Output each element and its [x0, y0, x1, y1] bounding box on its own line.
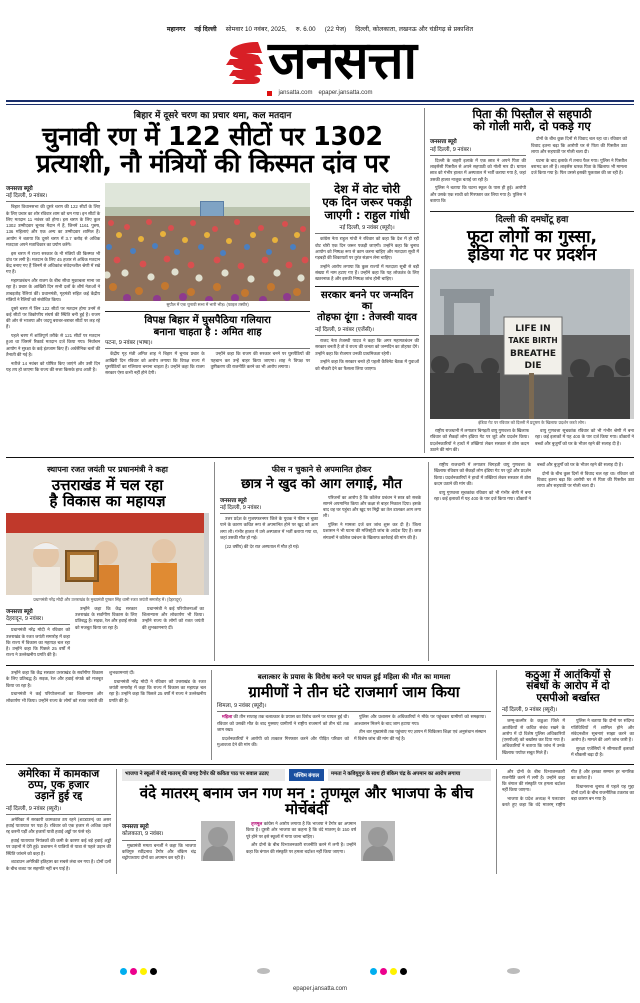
uttarakhand-kicker: स्थापना रजत जयंती पर प्रधानमंत्री ने कहा [47, 465, 168, 474]
lead-byline-name: जनसत्ता ब्यूरो [6, 185, 33, 192]
bottom-zone [6, 769, 634, 875]
lead-para: बिहार विधानसभा की दूसरे चरण की 122 सीटों के लिए के लिए प्रचार का शोर रविवार शाम को थम गया। इन सीटों के लिए मतदान 11 नवंबर को होगा। इस चरण के लिए कुल 1302 उम्मीदवार चुनाव मैदान में हैं, जिनमें 1161 पुरुष, 136 महिलाएं और एक अन्य का उम्मीदवार शामिल हैं। आयोग ने बताया कि दूसरे चरण में 3.7 करोड़ से अधिक मतदाता अपने मताधिकार का प्रयोग करेंगे। [6, 204, 101, 247]
uttarakhand-body-1 [6, 627, 70, 658]
shah-byline: पटना, 9 नवंबर (भाषा)। [105, 340, 153, 347]
bengal-lead-tag: तृणमूल [251, 821, 263, 827]
bengal-cont-para: भाजपा के प्रदेश अध्यक्ष ने पलटवार करते हुए कहा कि वंदे मातरम् राष्ट्रीय गीत है और इसका सम्मान हर नागरिक का कर्तव्य है। [502, 768, 634, 808]
mid-extra-para: दोनों के बीच कुछ दिनों से विवाद चल रहा था। रविवार को विवाद इतना बढ़ा कि आरोपी घर से पिता की पिस्तौल उठा लाया और सहपाठी पर गोली चला दी। [537, 470, 634, 489]
lead-headline-line2[interactable]: प्रत्याशी, नौ मंत्रियों की किस्मत दांव पर [36, 149, 389, 180]
uttarakhand-byline-rule [6, 624, 70, 625]
india-gate-protest-photo [430, 269, 634, 419]
svg-text:BREATHE: BREATHE [509, 348, 557, 359]
uttarakhand-headline-line2[interactable]: है विकास का महायज्ञ [49, 492, 166, 511]
student-kicker: फीस न चुकाने से अपमानित होकर [271, 465, 372, 474]
america-para: शटडाउन अमेरिकी इतिहास का सबसे लंबा बन गया है। दोनों दलों के बीच बजट पर सहमति नहीं बन पाई है। [6, 859, 111, 871]
uttarakhand-body-2 [75, 606, 137, 631]
bengal-cont-para: और दोनों के बीच विभाजनकारी राजनीति करने में लगी है। उन्होंने कहा कि बंगाल की संस्कृति पर हमला बर्दाश्त नहीं किया जाएगा। [502, 768, 565, 793]
lead-story [6, 108, 424, 454]
kathua-body [502, 718, 634, 759]
kathua-story [496, 670, 634, 760]
bengal-cont-para: विधानसभा चुनाव से पहले यह मुद्दा दोनों दलों के बीच राजनीतिक टकराव का बड़ा कारण बन गया है। [571, 783, 634, 802]
lead-para: इस चरण में राज्य सरकार के नौ मंत्रियों की किस्मत भी दांव पर लगी है। मतदान के लिए 45 हजार से अधिक मतदान केंद्र बनाए गए हैं जिनमें से अधिकांश संवेदनशील श्रेणी में रखे गए हैं। [6, 250, 101, 275]
epaper-link[interactable]: epaper.jansatta.com [318, 90, 373, 96]
page-footer [0, 961, 640, 1003]
america-byline-rule [6, 814, 111, 815]
masthead-title: जनसत्ता [268, 31, 416, 91]
masthead-logo-row [6, 31, 634, 91]
rahul-para: उन्होंने आरोप लगाया कि कुछ राज्यों में मतदाता सूची से बड़ी संख्या में नाम हटाए गए हैं। उन्होंने कहा कि यह लोकतंत्र के लिए खतरनाक है और इसकी निष्पक्ष जांच होनी चाहिए। [315, 263, 419, 282]
pistol-para: घटना के बाद इलाके में तनाव फैल गया। पुलिस ने पिस्तौल बरामद कर ली है। लाइसेंस धारक पिता के खिलाफ भी मामला दर्ज किया गया है। फिर उससे इसकी पूछताछ की जा रही है। [531, 157, 627, 175]
highway-headline[interactable]: ग्रामीणों ने तीन घंटे राजमार्ग जाम किया [248, 682, 460, 701]
mid-extra-para: राष्ट्रीय राजधानी में लगातार बिगड़ती वायु गुणवत्ता के खिलाफ रविवार को सैकड़ों लोग इंडिया गेट पर जुटे और प्रदर्शन किया। प्रदर्शनकारियों ने हाथों में तख्तियां लेकर सरकार से ठोस कदम उठाने की मांग की। [434, 462, 531, 486]
svg-text:DIE: DIE [524, 360, 542, 371]
highway-para: तीन बार मुख्यमंत्री तक पहुंचाए गए ज्ञापन में चिकित्सा शिक्षा एवं अनुसंधान संस्थान में विशेष जांच की मांग की गई है। [354, 729, 486, 741]
lead-side-col [315, 183, 419, 377]
america-byline: नई दिल्ली, 9 नवंबर (ब्यूरो)। [6, 805, 62, 812]
uttarakhand-byline-name: जनसत्ता ब्यूरो [6, 608, 33, 615]
highway-byline: शिमला, 9 नवंबर (ब्यूरो)। [217, 703, 267, 710]
mid-zone [6, 462, 634, 661]
rahul-body [315, 236, 419, 282]
pistol-headline-line2[interactable]: को गोली मारी, दो पकड़े गए [473, 119, 591, 134]
masthead-meta-line [6, 0, 634, 33]
bengal-para-text: कांग्रेस ने आरोप लगाया है कि भाजपा ने टैगोर का अपमान किया है। दूसरी ओर भाजपा का कहना है कि वंदे मातरम् के 150 वर्ष पूरे होने पर इसे स्कूलों में गाया जाना चाहिए। [246, 821, 356, 839]
student-byline-name: जनसत्ता ब्यूरो [220, 497, 247, 504]
yellow-dot-icon [140, 968, 147, 975]
cmyk-dots-left [120, 968, 157, 975]
pistol-para: पुलिस ने बताया कि घटना स्कूल के पास ही हुई। आरोपी और उसके एक साथी को गिरफ्तार कर लिया गया है। पुलिस ने बताया कि [430, 185, 526, 203]
bengal-para: मुख्यमंत्री ममता बनर्जी ने कहा कि भाजपा कविगुरु रवींद्रनाथ टैगोर और बंकिम चंद्र चट्टोपाध्याय दोनों का अपमान कर रही है। [122, 842, 196, 861]
student-byline [220, 498, 318, 513]
pistol-col-right [531, 136, 627, 206]
student-story [214, 462, 428, 661]
kathua-headline-line1[interactable]: कठुआ में आतंकियों से [525, 669, 611, 682]
cyan-dot-icon [120, 968, 127, 975]
masthead-site-row [6, 90, 634, 96]
pistol-byline-place: नई दिल्ली, 9 नवंबर। [430, 146, 472, 153]
pistol-body-row [430, 136, 634, 206]
uttarakhand-cont-para: प्रधानमंत्री ने कई परियोजनाओं का शिलान्यास और लोकार्पण भी किया। उन्होंने राज्य के लोगों को रजत जयंती की शुभकामनाएं दीं। [6, 670, 135, 703]
delhi-air-body [430, 428, 634, 453]
highway-col1 [217, 714, 349, 750]
student-para: पुलिस ने मामला दर्ज कर जांच शुरू कर दी है। जिला प्रशासन ने भी घटना की मजिस्ट्रेटी जांच के आदेश दिए हैं। छात्र संगठनों ने कॉलेज प्रबंधन के खिलाफ कार्रवाई की मांग की है। [323, 522, 421, 540]
registration-marks-row [0, 961, 640, 981]
tejashwi-byline: नई दिल्ली, 9 नवंबर (एजेंसी)। [315, 326, 375, 333]
lead-para: दूसरे चरण में जिन 122 सीटों पर मतदान होगा उनमें से कई सीटों पर त्रिकोणीय संघर्ष की स्थिति बनी हुई है। राजग की ओर से भाजपा और जदयू बराबर-बराबर सीटों पर लड़ रहे हैं। [6, 305, 101, 330]
bengal-tag-left: भाजपा ने स्कूलों में वंदे मातरम् की जगह टैगोर की कविता पाठ पर सवाल उठाए [122, 769, 285, 781]
black-dot-icon [400, 968, 407, 975]
lead-para: नतीजे 14 नवंबर को घोषित किए जाएंगे और उसी दिन यह तय हो जाएगा कि राज्य की सत्ता किसके हाथ आती है। [6, 360, 101, 372]
america-body [6, 817, 111, 872]
student-byline-place: नई दिल्ली, 9 नवंबर। [220, 504, 262, 511]
rally-crowd-photo [105, 183, 310, 301]
pistol-para: दोनों के बीच कुछ दिनों से विवाद चल रहा था। रविवार को विवाद इतना बढ़ा कि आरोपी घर से पिता की पिस्तौल उठा लाया और सहपाठी पर गोली चला दी। [531, 136, 627, 154]
uttarakhand-body-3 [142, 606, 204, 631]
jansatta-flame-icon [224, 38, 266, 84]
footer-epaper-url[interactable]: epaper.jansatta.com [292, 986, 348, 992]
website-link[interactable]: jansatta.com [278, 90, 313, 96]
bengal-face-right [361, 821, 401, 864]
bengal-body-c1 [246, 821, 356, 855]
pistol-byline-rule [430, 155, 526, 156]
mid-extra-para: वायु गुणवत्ता सूचकांक रविवार को भी गंभीर श्रेणी में बना रहा। कई इलाकों में यह 400 के पार दर्ज किया गया। डॉक्टरों ने बच्चों और बुजुर्गों को घर के भीतर रहने की सलाह दी है। [434, 462, 623, 501]
lead-para: पहले चरण में शांतिपूर्ण तरीके से 121 सीटों पर मतदान हुआ था जिसमें रिकार्ड मतदान दर्ज किया गया। निर्वाचन आयोग ने सुरक्षा के कड़े इंतजाम किए हैं। अर्धसैनिक बलों की तैनाती की गई है। [6, 333, 101, 357]
student-col-left [220, 495, 318, 553]
cyan-dot-icon [370, 968, 377, 975]
shah-rule [105, 311, 310, 312]
cmyk-dots-right [370, 968, 407, 975]
pistol-col-left [430, 136, 526, 206]
uttarakhand-para: प्रधानमंत्री ने कई परियोजनाओं का शिलान्यास और लोकार्पण भी किया। उन्होंने राज्य के लोगों को रजत जयंती की शुभकामनाएं दीं। [142, 605, 204, 630]
bengal-byline-col [122, 821, 196, 864]
delhi-air-headline-line1[interactable]: फूटा लोगों का गुस्सा, [467, 226, 597, 247]
bengal-col-mid [246, 821, 356, 864]
yellow-dot-icon [390, 968, 397, 975]
uttarakhand-para: प्रधानमंत्री नरेंद्र मोदी ने रविवार को उत्तराखंड के रजत जयंती समारोह में कहा कि राज्य में विकास का महायज्ञ चल रहा है। उन्होंने कहा कि पिछले 25 वर्षों में राज्य ने उल्लेखनीय प्रगति की है। [6, 627, 70, 658]
highway-body-c2 [354, 714, 486, 742]
highway-para: प्रदर्शनकारियों ने आरोपी को तत्काल गिरफ्तार करने और पीड़ित परिवार को मुआवजा देने की मांग की। [217, 735, 349, 747]
highway-para-text: की तीन सप्ताह तक बलात्कार के प्रयास का विरोध करने पर घायल हुई थी। रविवार को उसकी मौत के बाद गुस्साए ग्रामीणों ने राष्ट्रीय राजमार्ग को तीन घंटे तक जाम रखा। [217, 714, 349, 732]
lead-kicker: बिहार में दूसरे चरण का प्रचार थमा, कल मतदान [133, 110, 292, 121]
bengal-tag-strip [122, 769, 491, 781]
shah-para: उन्होंने कहा कि राजग की सरकार बनने पर घुसपैठियों की पहचान कर उन्हें बाहर किया जाएगा। शाह ने विपक्ष पर तुष्टीकरण की राजनीति करने का भी आरोप लगाया। [210, 351, 311, 369]
tejashwi-para: राजद नेता तेजस्वी यादव ने कहा कि अगर महागठबंधन की सरकार बनती है तो वे राज्य की जनता को जन्मदिन का तोहफा देंगे। उन्होंने कहा कि रोजगार उनकी प्राथमिकता रहेगी। [315, 338, 419, 356]
rahul-byline: नई दिल्ली, 9 नवंबर (ब्यूरो)। [339, 225, 395, 232]
delhi-air-photo-caption: इंडिया गेट पर रविवार को दिल्ली में प्रदूषण के खिलाफ प्रदर्शन करते लोग। [478, 420, 586, 425]
tejashwi-para: उन्होंने कहा कि सरकार बनते ही पहली कैबिनेट बैठक में युवाओं को नौकरी देने का फैसला लिया जाएगा। [315, 359, 419, 371]
bengal-byline [122, 824, 196, 839]
shah-para: केंद्रीय गृह मंत्री अमित शाह ने बिहार में चुनाव प्रचार के आखिरी दिन रविवार को आरोप लगाया कि विपक्ष राज्य में घुसपैठियों का गलियारा बनाना चाहता है। उन्होंने कहा कि राजग सरकार ऐसा कभी नहीं होने देगी। [105, 351, 205, 376]
highway-byline-rule [217, 711, 491, 712]
rahul-byline-rule [315, 233, 419, 234]
student-para: परिजनों का आरोप है कि कॉलेज प्रबंधन ने छात्र को सबके सामने अपमानित किया और कक्षा से बाहर निकाल दिया। इसके बाद वह घर पहुंचा और खुद पर मिट्टी का तेल डालकर आग लगा ली। [323, 494, 421, 519]
masthead-rule-thick [6, 100, 634, 102]
america-headline-line2[interactable]: ठप्प, एक हजार [28, 778, 89, 791]
uttarakhand-photo-caption: प्रधानमंत्री नरेंद्र मोदी और उत्तराखंड के मुख्यमंत्री पुष्कर सिंह धामी रजत जयंती समारोह में। (देहरादून) [33, 596, 182, 602]
lead-byline-place: नई दिल्ली, 9 नवंबर। [6, 193, 48, 200]
lead-middle-row [6, 183, 419, 377]
bengal-cont-body [502, 769, 634, 809]
student-headline[interactable]: छात्र ने खुद को आग लगाई, मौत [241, 476, 402, 492]
pm-uttarakhand-photo [6, 513, 209, 595]
bengal-body-row [122, 821, 491, 864]
highway-body-row [217, 714, 491, 750]
student-body-left [220, 516, 318, 550]
highway-lead-tag: महिला [222, 714, 233, 720]
svg-text:LIFE IN: LIFE IN [515, 323, 551, 334]
student-para: उत्तर प्रदेश के मुजफ्फरनगर जिले के युवक ने फीस न चुका पाने के कारण कथित रूप से अपमानित होने पर खुद को आग लगा ली। गंभीर हालत में उसे अस्पताल में भर्ती कराया गया था, जहां उसकी मौत हो गई। [220, 516, 318, 540]
bengal-face-left [201, 821, 241, 864]
america-para: हवाई यातायात नियंत्रकों की कमी के कारण कई बड़े हवाई अड्डों पर उड़ानों में देरी हुई। प्रशासन ने यात्रियों से यात्रा से पहले उड़ान की स्थिति जांचने को कहा है। [6, 838, 111, 856]
uttarakhand-story [6, 462, 214, 661]
student-byline-rule [220, 513, 318, 514]
page-count: (22 पेज) [324, 26, 347, 33]
right-rail [424, 108, 634, 454]
student-col-right [323, 495, 421, 553]
pistol-body-left [430, 158, 526, 204]
student-body-row [220, 495, 423, 553]
uttarakhand-cont-para: उन्होंने कहा कि केंद्र सरकार उत्तराखंड के सर्वांगीण विकास के लिए प्रतिबद्ध है। सड़क, रेल और हवाई संपर्क को मजबूत किया जा रहा है। [6, 670, 103, 688]
bengal-tag-right: ममता ने कवियुगुरु के साथ ही बंकिम चंद्र के अपमान का आरोप लगाया [328, 769, 491, 781]
tejashwi-body [315, 338, 419, 372]
pistol-headline-line1[interactable]: पिता की पिस्तौल से सहपाठी [472, 106, 592, 121]
kathua-headline-line3[interactable]: एसपीओ बर्खास्त [536, 691, 600, 704]
published-from: दिल्ली, कोलकाता, लखनऊ और चंडीगढ़ से प्रकाशित [355, 26, 474, 33]
delhi-air-headline-line2[interactable]: इंडिया गेट पर प्रदर्शन [467, 245, 597, 266]
masthead [6, 0, 634, 105]
kathua-para: पुलिस ने बताया कि दोनों पर संदिग्ध गतिविधियों में शामिल होने और संवेदनशील सूचनाएं साझा करने का आरोप है। मामले की आगे जांच जारी है। [571, 718, 634, 743]
lead-text-col [6, 183, 100, 377]
cover-price: रु. 6.00 [295, 26, 316, 33]
mid-zone-rule [6, 457, 634, 458]
bengal-continuation [496, 769, 634, 875]
rahul-headline-line1[interactable]: देश में वोट चोरी [334, 181, 401, 196]
rahul-headline-line2[interactable]: एक दिन जरूर पकड़ी [322, 194, 412, 209]
lead-photo-col [105, 183, 310, 377]
lead-body [6, 204, 100, 373]
highway-body-c1 [217, 714, 349, 748]
lead-headline-line1[interactable]: चुनावी रण में 122 सीटों पर 1302 [42, 121, 383, 152]
shah-headline-line2[interactable]: बनाना चाहता है : अमित शाह [153, 326, 262, 338]
kathua-byline: नई दिल्ली, 9 नवंबर (ब्यूरो)। [502, 707, 558, 714]
shah-headline-line1[interactable]: विपक्ष बिहार में घुसपैठिया गलियारा [144, 315, 271, 327]
jansatta-square-icon [267, 91, 272, 96]
registration-blob-icon [257, 968, 270, 974]
uttarakhand-body-row [6, 606, 209, 661]
kathua-para: जम्मू-कश्मीर के कठुआ जिले में आतंकियों से कथित संबंध रखने के आरोप में दो विशेष पुलिस अधिकारियों (एसपीओ) को बर्खास्त कर दिया गया है। अधिकारियों ने बताया कि जांच में उनके खिलाफ पर्याप्त सबूत मिले हैं। [502, 718, 565, 755]
low-zone-rule [6, 665, 634, 666]
lead-byline [6, 186, 100, 201]
svg-text:TAKE BIRTH: TAKE BIRTH [508, 335, 558, 345]
rahul-headline-line3[interactable]: जाएगी : राहुल गांधी [324, 208, 410, 223]
low-zone [6, 670, 634, 760]
uttarakhand-byline-place: देहरादून, 9 नवंबर। [6, 616, 44, 623]
registration-blob-icon [507, 968, 520, 974]
shah-byline-rule [105, 348, 310, 349]
rahul-para: कांग्रेस नेता राहुल गांधी ने रविवार को कहा कि देश में हो रही वोट चोरी एक दिन जरूर पकड़ी जाएगी। उन्होंने कहा कि चुनाव आयोग को निष्पक्ष रूप से काम करना चाहिए और मतदाता सूची में गड़बड़ी की शिकायतों पर तुरंत संज्ञान लेना चाहिए। [315, 236, 419, 261]
uttarakhand-byline-col [6, 606, 70, 661]
bengal-state-badge: पश्चिम बंगाल [289, 769, 324, 781]
uttarakhand-cont-para: प्रधानमंत्री नरेंद्र मोदी ने रविवार को उत्तराखंड के रजत जयंती समारोह में कहा कि राज्य में विकास का महायज्ञ चल रहा है। उन्होंने कहा कि पिछले 25 वर्षों में राज्य ने उल्लेखनीय प्रगति की है। [109, 678, 206, 703]
america-headline-line3[interactable]: उड़ानें हुई रद्द [34, 790, 83, 803]
politician-portrait-right [361, 821, 395, 861]
bengal-byline-place: कोलकाता, 9 नवंबर। [122, 831, 164, 838]
shah-body [105, 351, 310, 376]
kathua-byline-rule [502, 715, 634, 716]
tejashwi-headline-line2[interactable]: तोहफा दूंगा : तेजस्वी यादव [317, 312, 417, 324]
kathua-headline-line2[interactable]: संबंधों के आरोप में दो [526, 680, 610, 693]
tejashwi-byline-rule [315, 335, 419, 336]
mid-extra-col [428, 462, 634, 661]
delhi-air-kicker: दिल्ली की दमघोंटू हवा [495, 214, 569, 225]
bengal-byline-name: जनसत्ता ब्यूरो [122, 824, 149, 831]
highway-para [217, 714, 349, 733]
america-para: अमेरिका में सरकारी कामकाज ठप रहने (शटडाउन) का असर हवाई यातायात पर पड़ा है। रविवार को एक हजार से अधिक उड़ानें रद्द करनी पड़ीं और हजारों यात्री हवाई अड्डों पर फंसे रहे। [6, 816, 111, 835]
student-body-right [323, 495, 421, 541]
lead-photo-caption: सुपौल में एक चुनावी सभा में भारी भीड़। (फाइल तस्वीर) [166, 302, 249, 308]
highway-para: पुलिस और प्रशासन के अधिकारियों ने मौके पर पहुंचकर ग्रामीणों को समझाया। आश्वासन मिलने के बाद जाम हटाया गया। [354, 714, 486, 726]
uttarakhand-col2 [75, 606, 137, 661]
uttarakhand-continuation [6, 670, 211, 760]
tejashwi-rule [315, 286, 419, 287]
edition-label: महानगर [166, 26, 186, 33]
bengal-headline[interactable]: वंदे मातरम् बनाम जन गण मन : तृणमूल और भाजपा के बीच मोर्चेबंदी [139, 783, 474, 818]
lead-para: महागठबंधन और राजग के बीच सीधा मुकाबला माना जा रहा है। प्रचार के आखिरी दिन सभी दलों के शीर्ष नेताओं ने ताबड़तोड़ रैलियां कीं। प्रधानमंत्री, गृहमंत्री सहित कई केंद्रीय मंत्रियों ने रैलियों को संबोधित किया। [6, 278, 101, 302]
highway-col2 [354, 714, 486, 750]
bengal-para: और दोनों के बीच विभाजनकारी राजनीति करने में लगी है। उन्होंने कहा कि बंगाल की संस्कृति पर हमला बर्दाश्त नहीं किया जाएगा। [246, 842, 356, 854]
delhi-air-para: वायु गुणवत्ता सूचकांक रविवार को भी गंभीर श्रेणी में बना रहा। कई इलाकों में यह 400 के पार दर्ज किया गया। डॉक्टरों ने बच्चों और बुजुर्गों को घर के भीतर रहने की सलाह दी है। [535, 428, 634, 446]
edition-city: नई दिल्ली [194, 26, 217, 33]
mid-extra-body [434, 462, 634, 502]
america-headline-line1[interactable]: अमेरिका में कामकाज [17, 767, 100, 780]
pistol-byline-name: जनसत्ता ब्यूरो [430, 139, 457, 146]
uttarakhand-cont-body [6, 670, 206, 705]
uttarakhand-col3 [142, 606, 204, 661]
top-zone [6, 108, 634, 454]
masthead-rule-thin [6, 104, 634, 105]
delhi-air-para: राष्ट्रीय राजधानी में लगातार बिगड़ती वायु गुणवत्ता के खिलाफ रविवार को सैकड़ों लोग इंडिया गेट पर जुटे और प्रदर्शन किया। प्रदर्शनकारियों ने हाथों में तख्तियां लेकर सरकार से ठोस कदम उठाने की मांग की। [430, 428, 529, 452]
tejashwi-headline-line1[interactable]: सरकार बनने पर जन्मदिन का [320, 289, 414, 313]
uttarakhand-headline-line1[interactable]: उत्तराखंड में चल रहा [51, 476, 164, 494]
highway-kicker: बलात्कार के प्रयास के विरोध करने पर घायल हुई महिला की मौत का मामला [257, 673, 451, 682]
uttarakhand-para: उन्होंने कहा कि केंद्र सरकार उत्तराखंड के सर्वांगीण विकास के लिए प्रतिबद्ध है। सड़क, रेल और हवाई संपर्क को मजबूत किया जा रहा है। [75, 605, 137, 630]
bottom-zone-rule [6, 764, 634, 765]
bengal-byline-body [122, 843, 196, 862]
black-dot-icon [150, 968, 157, 975]
magenta-dot-icon [130, 968, 137, 975]
bengal-byline-rule [122, 840, 196, 841]
publish-date: सोमवार 10 नवंबर, 2025, [225, 26, 287, 33]
lead-byline-rule [6, 201, 100, 202]
uttarakhand-byline [6, 609, 70, 624]
kathua-para: सुरक्षा एजेंसियों ने सीमावर्ती इलाकों में चौकसी बढ़ा दी है। [571, 745, 634, 758]
pistol-para: दिल्ली के बाहरी इलाके में एक छात्र ने अपने पिता की लाइसेंसी पिस्तौल से अपने सहपाठी को गोली मार दी। घायल छात्र को गंभीर हालत में अस्पताल में भर्ती कराया गया है, जहां उसकी हालत नाजुक बताई जा रही है। [430, 157, 526, 182]
politician-portrait-left [201, 821, 235, 861]
delhi-air-rule [430, 211, 634, 212]
america-story [6, 769, 116, 875]
bengal-para [246, 821, 356, 840]
bengal-story [116, 769, 496, 875]
student-para: (22 वर्षीय) की देर रात अस्पताल में मौत हो गई। [225, 543, 300, 549]
magenta-dot-icon [380, 968, 387, 975]
pistol-body-right [531, 136, 627, 176]
highway-story [211, 670, 496, 760]
pistol-byline [430, 139, 526, 154]
